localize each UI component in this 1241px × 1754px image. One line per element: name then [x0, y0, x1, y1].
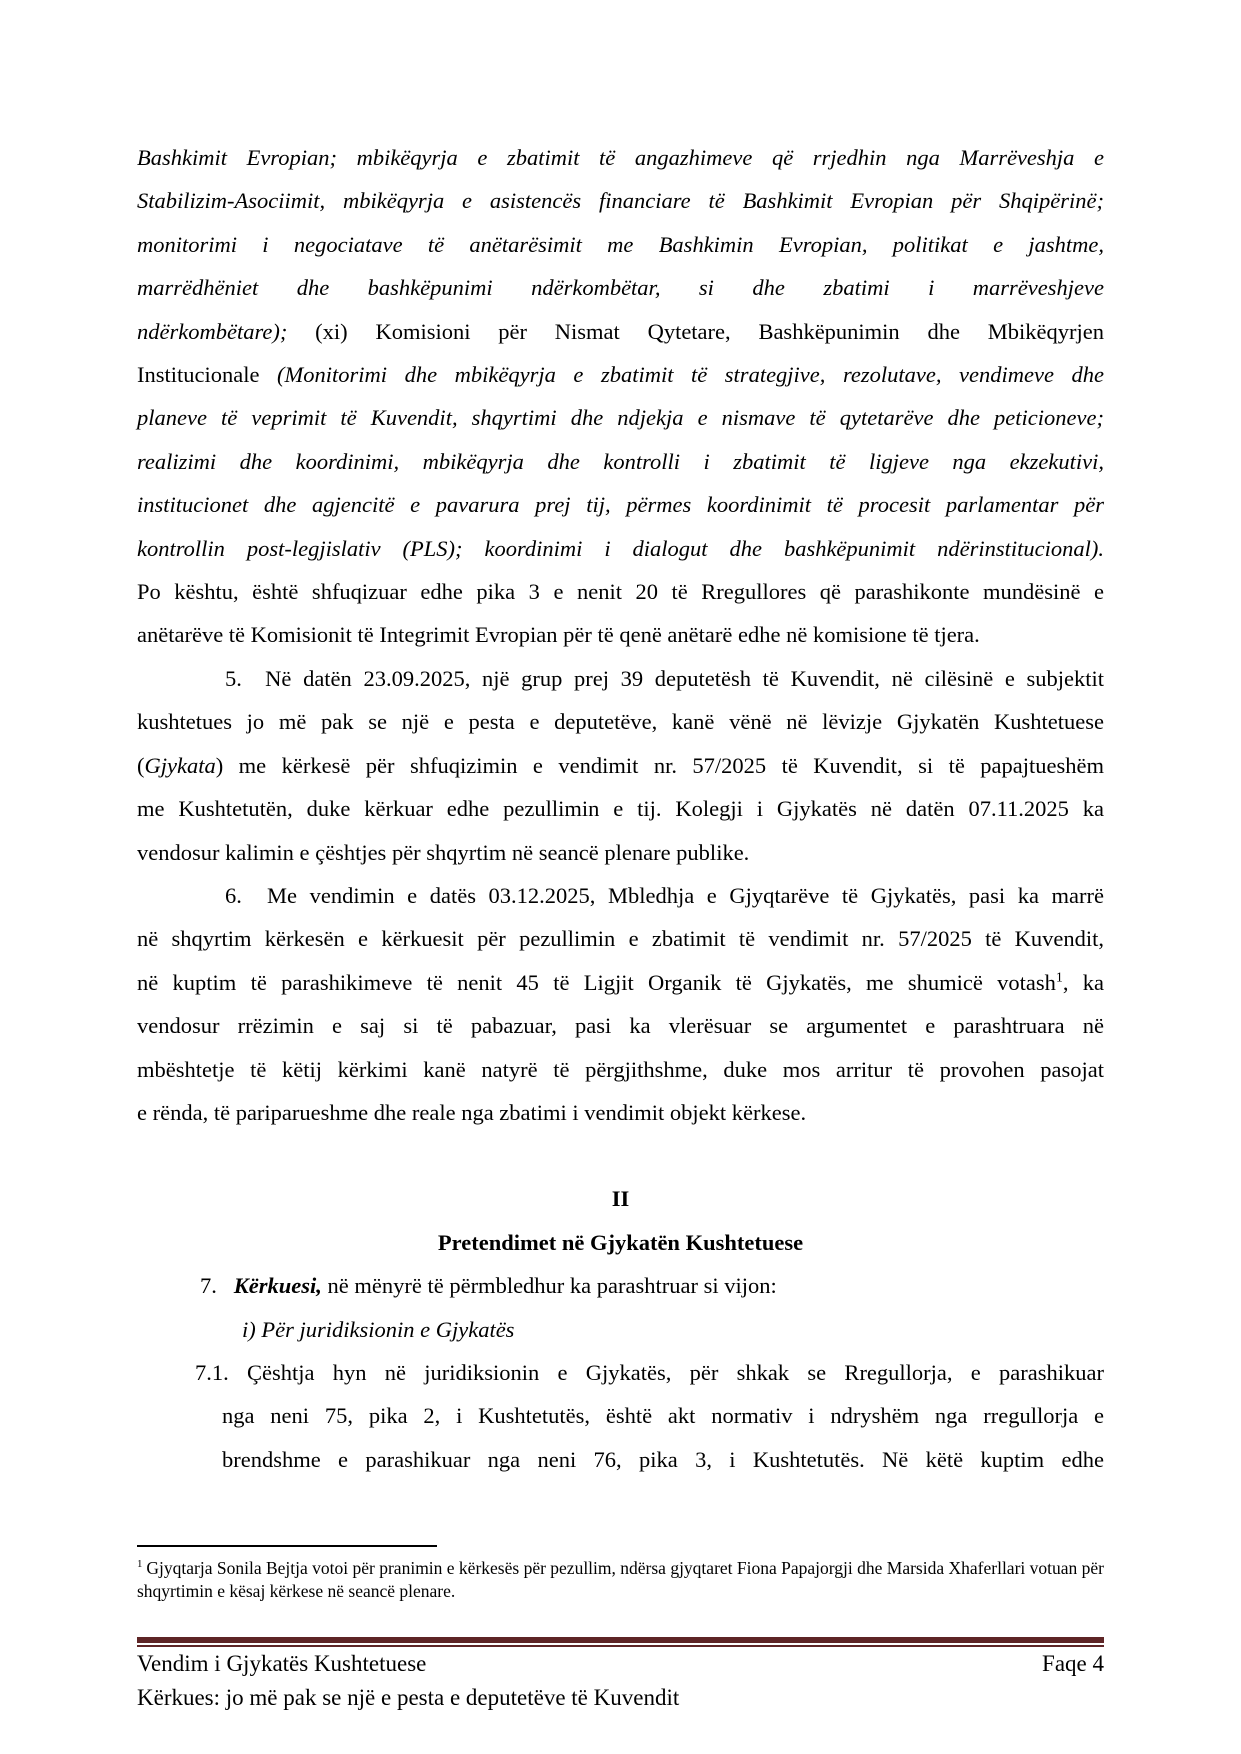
footer-rule-thick: [137, 1637, 1104, 1643]
page-footer: [137, 1637, 1104, 1715]
text-segment: realizimi dhe koordinimi, mbikëqyrja dhe kontrolli i zbatimit të ligjeve nga ekzekutivi,: [137, 448, 1104, 474]
text-line: [137, 223, 1104, 266]
text-line: [137, 744, 1104, 787]
text-line: [137, 266, 1104, 309]
text-line: [137, 787, 1104, 830]
text-segment: anëtarëve të Komisionit të Integrimit Evropian për të qenë anëtarë edhe në komisione të tjera.: [137, 622, 980, 648]
footer-page-number: Faqe 4: [1042, 1651, 1104, 1676]
text-line: [137, 1091, 1104, 1134]
text-segment: vendosur kalimin e çështjes për shqyrtim në seancë plenare publike.: [137, 839, 750, 865]
paragraph-6: [137, 874, 1104, 1134]
text-line: [137, 613, 1104, 656]
text-segment: institucionet dhe agjencitë e pavarura prej tij, përmes koordinimit të procesit parlamentar për: [137, 492, 1104, 518]
text-line: [137, 1394, 1104, 1437]
text-line: [137, 1351, 1104, 1394]
text-segment: në shqyrtim kërkesën e kërkuesit për pezullimin e zbatimit të vendimit nr. 57/2025 të Kuvendit,: [137, 926, 1104, 952]
paragraph-7: [137, 1264, 1104, 1307]
text-line: [137, 700, 1104, 743]
text-segment: Institucionale: [137, 362, 278, 388]
paragraph-continuation: [137, 136, 1104, 657]
text-segment: i) Për juridiksionin e Gjykatës: [242, 1316, 515, 1342]
text-line: [137, 831, 1104, 874]
text-line: [137, 136, 1104, 179]
text-line: [137, 1308, 1104, 1351]
subheading-i: [137, 1308, 1104, 1351]
text-line: [137, 917, 1104, 960]
text-line: [137, 1177, 1104, 1220]
document-body: [137, 136, 1104, 1481]
text-segment: 5. Në datën 23.09.2025, një grup prej 39 deputetësh të Kuvendit, në cilësinë e subjektit: [225, 665, 1104, 691]
text-segment: kontrollin post-legjislativ (PLS); koordinimi i dialogut dhe bashkëpunimit ndërinstitucional).: [137, 535, 1104, 561]
footnote-marker: 1: [137, 1558, 143, 1571]
text-line: [137, 1048, 1104, 1091]
text-line: [137, 570, 1104, 613]
text-segment: Bashkimit Evropian; mbikëqyrja e zbatimit të angazhimeve që rrjedhin nga Marrëveshja e: [137, 145, 1104, 170]
text-line: [137, 353, 1104, 396]
text-line: [137, 1264, 1104, 1307]
text-segment: 7.1. Çështja hyn në juridiksionin e Gjykatës, për shkak se Rregullorja, e parashikuar: [195, 1359, 1104, 1385]
text-line: [137, 440, 1104, 483]
footer-title: Vendim i Gjykatës Kushtetuese: [137, 1651, 427, 1676]
text-segment: në mënyrë të përmbledhur ka parashtruar si vijon:: [321, 1273, 777, 1299]
paragraph-7-1: [137, 1351, 1104, 1481]
text-line: [137, 527, 1104, 570]
text-segment: vendosur rrëzimin e saj si të pabazuar, pasi ka vlerësuar se argumentet e parashtruara në: [137, 1013, 1104, 1039]
text-segment: nga neni 75, pika 2, i Kushtetutës, është akt normativ i ndryshëm nga rregullorja e: [222, 1403, 1104, 1429]
text-segment: ndërkombëtare);: [137, 318, 288, 344]
paragraph-5: [137, 657, 1104, 874]
footnote-separator: [137, 1545, 437, 1547]
text-segment: e rënda, të pariparueshme dhe reale nga zbatimi i vendimit objekt kërkese.: [137, 1099, 807, 1125]
text-segment: II: [611, 1186, 630, 1212]
text-segment: marrëdhëniet dhe bashkëpunimi ndërkombëtar, si dhe zbatimi i marrëveshjeve: [137, 275, 1104, 301]
text-line: [137, 1004, 1104, 1047]
text-segment: mbështetje të këtij kërkimi kanë natyrë të përgjithshme, duke mos arritur të provohen pasojat: [137, 1056, 1104, 1082]
text-line: [137, 657, 1104, 700]
text-line: [137, 310, 1104, 353]
text-segment: monitorimi i negociatave të anëtarësimit me Bashkimin Evropian, politikat e jashtme,: [137, 231, 1104, 257]
section-number-heading: [137, 1177, 1104, 1220]
text-segment: Po kështu, është shfuqizuar edhe pika 3 e nenit 20 të Rregullores që parashikonte mundësinë e: [137, 579, 1104, 605]
text-segment: në kuptim të parashikimeve të nenit 45 të Ligjit Organik të Gjykatës, me shumicë votash: [137, 969, 1056, 995]
text-line: [137, 179, 1104, 222]
footnote-text: Gjyqtarja Sonila Bejtja votoi për pranimin e kërkesës për pezullim, ndërsa gjyqtaret Fiona Papajorgji dhe Marsida Xhaferllari votuan për: [146, 1558, 1104, 1578]
text-line: [137, 874, 1104, 917]
text-line: [137, 1221, 1104, 1264]
text-segment: 7.: [200, 1273, 234, 1299]
section-title-heading: [137, 1221, 1104, 1264]
text-segment: me Kushtetutën, duke kërkuar edhe pezullimin e tij. Kolegji i Gjykatës në datën 07.11.2025 ka: [137, 796, 1104, 822]
footnote-reference: 1: [1055, 970, 1063, 986]
text-segment: Kërkuesi,: [233, 1273, 322, 1299]
text-segment: Gjykata: [144, 752, 216, 778]
text-line: [137, 1438, 1104, 1481]
text-line: [137, 961, 1104, 1004]
text-segment: 6. Me vendimin e datës 03.12.2025, Mbledhja e Gjyqtarëve të Gjykatës, pasi ka marrë: [225, 882, 1104, 908]
text-segment: brendshme e parashikuar nga neni 76, pika 3, i Kushtetutës. Në këtë kuptim edhe: [222, 1446, 1104, 1472]
footnote-line-2: shqyrtimin e kësaj kërkese në seancë plenare.: [137, 1581, 456, 1601]
text-segment: ) me kërkesë për shfuqizimin e vendimit nr. 57/2025 të Kuvendit, si të papajtueshëm: [215, 752, 1104, 778]
text-segment: Pretendimet në Gjykatën Kushtetuese: [437, 1229, 804, 1255]
text-segment: (Monitorimi dhe mbikëqyrja e zbatimit të strategjive, rezolutave, vendimeve dhe: [277, 362, 1105, 388]
text-segment: planeve të veprimit të Kuvendit, shqyrtimi dhe ndjekja e nismave të qytetarëve dhe peticioneve;: [137, 405, 1104, 431]
text-segment: Stabilizim-Asociimit, mbikëqyrja e asistencës financiare të Bashkimit Evropian për Shqipërinë;: [137, 188, 1104, 214]
text-line: [137, 483, 1104, 526]
footnote-line-1: [137, 1557, 1104, 1580]
text-segment: kushtetues jo më pak se një e pesta e deputetëve, kanë vënë në lëvizje Gjykatën Kushtetuese: [137, 709, 1104, 735]
footer-requester: Kërkues: jo më pak se një e pesta e deputetëve të Kuvendit: [137, 1685, 680, 1710]
text-segment: (xi) Komisioni për Nismat Qytetare, Bashkëpunimin dhe Mbikëqyrjen: [287, 318, 1104, 344]
footnote-area: [137, 1540, 1104, 1603]
text-segment: , ka: [1062, 969, 1104, 995]
text-segment: (: [137, 752, 145, 778]
text-line: [137, 396, 1104, 439]
